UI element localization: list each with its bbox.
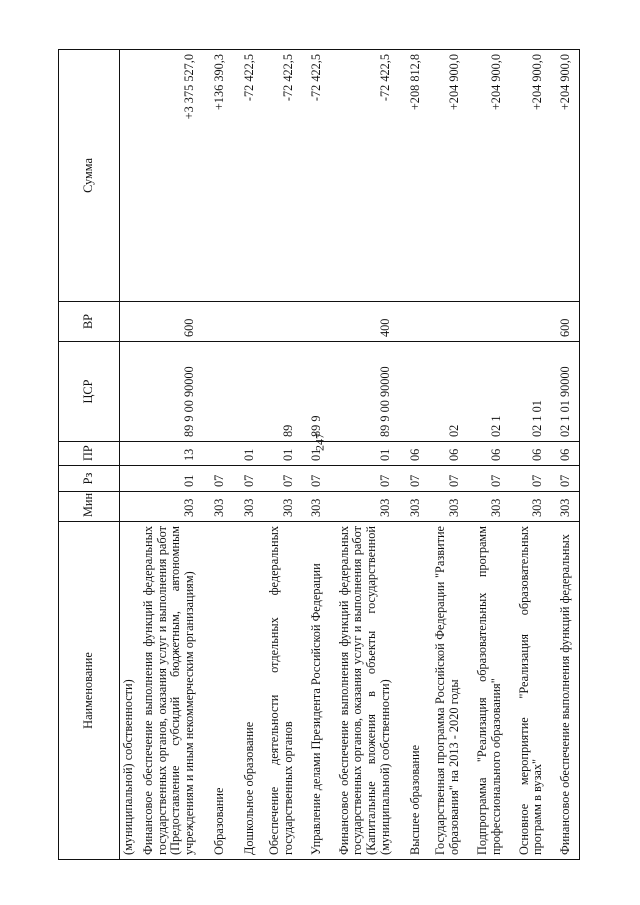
cell-min: 303	[432, 492, 474, 522]
table-row	[474, 50, 516, 860]
header-csr: ЦСР	[59, 342, 120, 442]
cell-vr	[241, 302, 267, 342]
cell-min	[120, 492, 140, 522]
table-body	[120, 50, 580, 860]
cell-pr: 01	[266, 442, 308, 466]
cell-vr	[211, 302, 241, 342]
cell-vr: 400	[336, 302, 407, 342]
cell-name: Управление делами Президента Российской Федерации	[308, 522, 336, 860]
cell-name: Высшее образование	[407, 522, 433, 860]
header-vr: ВР	[59, 302, 120, 342]
cell-min: 303	[407, 492, 433, 522]
cell-name: Финансовое обеспечение выполнения функций федеральных	[557, 522, 579, 860]
cell-sum: -72 422,5	[241, 50, 267, 302]
cell-min: 303	[308, 492, 336, 522]
cell-csr: 89 9	[308, 342, 336, 442]
cell-name: Обеспечение деятельности отдельных федеральных государственных органов	[266, 522, 308, 860]
table-row	[336, 50, 407, 860]
cell-pr	[211, 442, 241, 466]
cell-csr: 89 9 00 90000	[140, 342, 211, 442]
cell-min: 303	[336, 492, 407, 522]
cell-name: Финансовое обеспечение выполнения функций федеральных государственных органов, оказания услуг и выполнения работ (Капитальные вложения в объекты государственной (муниципальной) собственности)	[336, 522, 407, 860]
cell-sum: +204 900,0	[474, 50, 516, 302]
cell-sum: -72 422,5	[266, 50, 308, 302]
cell-name: Подпрограмма "Реализация образовательных программ профессионального образования"	[474, 522, 516, 860]
cell-min: 303	[557, 492, 579, 522]
budget-table	[58, 49, 580, 860]
header-rz: Рз	[59, 466, 120, 492]
table-row	[211, 50, 241, 860]
header-sum: Сумма	[59, 50, 120, 302]
cell-rz: 07	[266, 466, 308, 492]
table-row	[241, 50, 267, 860]
cell-csr: 02 1 01 90000	[557, 342, 579, 442]
cell-rz: 07	[308, 466, 336, 492]
cell-sum: -72 422,5	[308, 50, 336, 302]
header-min: Мин	[59, 492, 120, 522]
cell-pr: 01	[308, 442, 336, 466]
cell-csr: 02 1	[474, 342, 516, 442]
header-pr: ПР	[59, 442, 120, 466]
cell-vr	[308, 302, 336, 342]
table-row	[516, 50, 558, 860]
cell-csr: 89 9 00 90000	[336, 342, 407, 442]
cell-sum	[120, 50, 140, 302]
cell-pr: 06	[432, 442, 474, 466]
table-header-row	[59, 50, 120, 860]
cell-rz: 01	[140, 466, 211, 492]
cell-rz: 07	[516, 466, 558, 492]
cell-min: 303	[474, 492, 516, 522]
cell-min: 303	[211, 492, 241, 522]
cell-pr: 06	[407, 442, 433, 466]
cell-vr	[432, 302, 474, 342]
cell-min: 303	[266, 492, 308, 522]
cell-vr	[407, 302, 433, 342]
table-row	[120, 50, 140, 860]
table-row	[308, 50, 336, 860]
cell-csr	[120, 342, 140, 442]
cell-csr: 02 1 01	[516, 342, 558, 442]
cell-rz: 07	[211, 466, 241, 492]
cell-rz: 07	[241, 466, 267, 492]
cell-min: 303	[241, 492, 267, 522]
cell-rz: 07	[336, 466, 407, 492]
cell-sum: +204 900,0	[557, 50, 579, 302]
cell-sum: +208 812,8	[407, 50, 433, 302]
cell-min: 303	[140, 492, 211, 522]
cell-sum: +3 375 527,0	[140, 50, 211, 302]
table-row	[266, 50, 308, 860]
cell-name: Финансовое обеспечение выполнения функций федеральных государственных органов, оказания услуг и выполнения работ (Предоставление субсидий бюджетным, автономным учреждениям и иным некоммерческим организациям)	[140, 522, 211, 860]
cell-sum: +204 900,0	[432, 50, 474, 302]
cell-name: Образование	[211, 522, 241, 860]
cell-pr: 13	[140, 442, 211, 466]
cell-vr	[516, 302, 558, 342]
cell-vr	[474, 302, 516, 342]
budget-table-sheet	[58, 50, 588, 860]
cell-name: (муниципальной) собственности)	[120, 522, 140, 860]
cell-min: 303	[516, 492, 558, 522]
cell-sum: -72 422,5	[336, 50, 407, 302]
table-row	[432, 50, 474, 860]
cell-csr: 02	[432, 342, 474, 442]
cell-rz: 07	[432, 466, 474, 492]
table-row	[407, 50, 433, 860]
cell-pr: 06	[516, 442, 558, 466]
table-row	[557, 50, 579, 860]
cell-vr	[266, 302, 308, 342]
cell-csr	[407, 342, 433, 442]
cell-csr	[241, 342, 267, 442]
cell-pr: 06	[557, 442, 579, 466]
cell-rz	[120, 466, 140, 492]
cell-rz: 07	[474, 466, 516, 492]
cell-pr	[120, 442, 140, 466]
cell-vr: 600	[140, 302, 211, 342]
cell-name: Основное мероприятие "Реализация образовательных программ в вузах"	[516, 522, 558, 860]
cell-pr: 01	[241, 442, 267, 466]
cell-vr	[120, 302, 140, 342]
cell-pr: 06	[474, 442, 516, 466]
cell-name: Государственная программа Российской Федерации "Развитие образования" на 2013 - 2020 годы	[432, 522, 474, 860]
cell-sum: +204 900,0	[516, 50, 558, 302]
table-row	[140, 50, 211, 860]
cell-vr: 600	[557, 302, 579, 342]
header-name: Наименование	[59, 522, 120, 860]
cell-csr: 89	[266, 342, 308, 442]
cell-name: Дошкольное образование	[241, 522, 267, 860]
cell-csr	[211, 342, 241, 442]
cell-rz: 07	[407, 466, 433, 492]
cell-rz: 07	[557, 466, 579, 492]
cell-pr: 01	[336, 442, 407, 466]
page-number: 247	[312, 433, 327, 451]
cell-sum: +136 390,3	[211, 50, 241, 302]
